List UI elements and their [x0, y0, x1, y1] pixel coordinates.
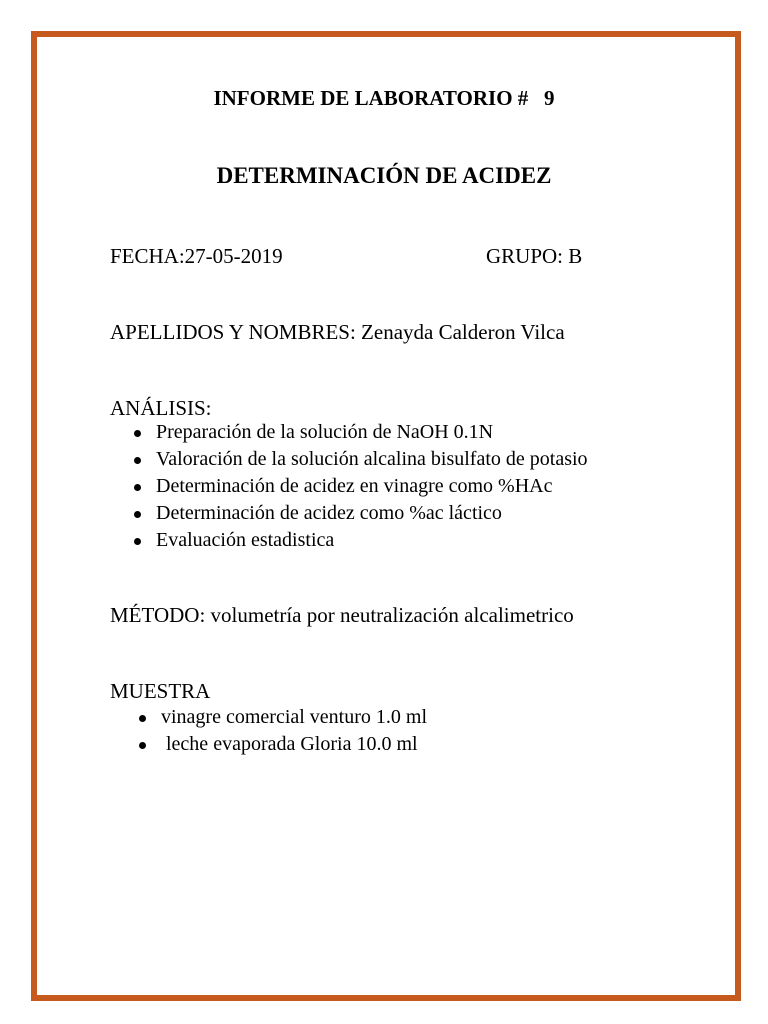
bullet-icon — [139, 715, 146, 722]
analisis-list — [132, 419, 588, 554]
list-item — [132, 500, 588, 527]
metodo-text: MÉTODO: volumetría por neutralización alcalimetrico — [110, 603, 574, 627]
list-item — [132, 473, 588, 500]
list-item — [132, 419, 588, 446]
analisis-heading: ANÁLISIS: — [110, 396, 212, 420]
list-item-text: Preparación de la solución de NaOH 0.1N — [156, 421, 494, 443]
grupo-text: GRUPO: B — [486, 244, 583, 268]
list-item — [137, 704, 427, 731]
list-item-text: Determinación de acidez en vinagre como %HAc — [156, 475, 553, 497]
list-item — [132, 446, 588, 473]
bullet-icon — [134, 511, 141, 518]
list-item — [132, 527, 588, 554]
report-subtitle: DETERMINACIÓN DE ACIDEZ — [216, 163, 552, 188]
list-item-text: Evaluación estadistica — [156, 529, 335, 551]
list-item-text: Valoración de la solución alcalina bisulfato de potasio — [156, 448, 588, 470]
list-item-text: vinagre comercial venturo 1.0 ml — [161, 706, 428, 728]
muestra-list — [137, 704, 427, 758]
bullet-icon — [134, 538, 141, 545]
report-title: INFORME DE LABORATORIO # 9 — [213, 86, 555, 110]
bullet-icon — [134, 430, 141, 437]
bullet-icon — [139, 742, 146, 749]
list-item-text: leche evaporada Gloria 10.0 ml — [161, 733, 418, 755]
fecha-text: FECHA:27-05-2019 — [110, 244, 283, 268]
list-item-text: Determinación de acidez como %ac láctico — [156, 502, 502, 524]
bullet-icon — [134, 457, 141, 464]
list-item — [137, 731, 427, 758]
nombres-text: APELLIDOS Y NOMBRES: Zenayda Calderon Vilca — [110, 320, 565, 344]
bullet-icon — [134, 484, 141, 491]
muestra-heading: MUESTRA — [110, 679, 211, 703]
